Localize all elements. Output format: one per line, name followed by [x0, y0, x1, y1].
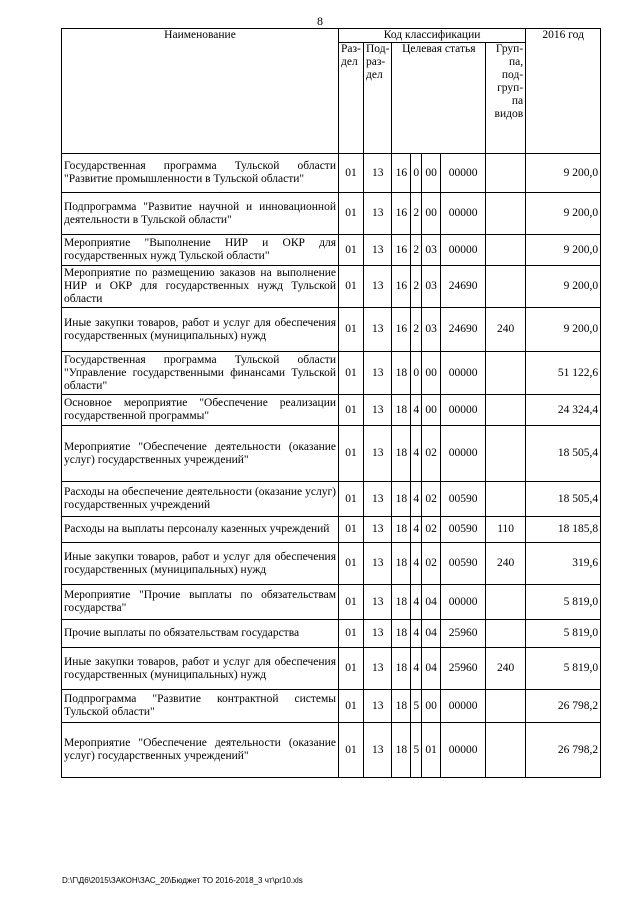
target-article-subprogram-cell: 4	[411, 648, 422, 690]
target-article-direction-cell: 00590	[441, 543, 486, 585]
expense-type-cell	[486, 395, 526, 426]
razdel-cell: 01	[339, 308, 364, 352]
target-article-direction-cell: 00000	[441, 690, 486, 723]
target-article-event-cell: 04	[422, 648, 441, 690]
target-article-subprogram-cell: 2	[411, 266, 422, 308]
amount-cell: 5 819,0	[526, 620, 601, 648]
expense-type-cell: 240	[486, 648, 526, 690]
target-article-event-cell: 00	[422, 193, 441, 235]
podrazdel-cell: 13	[364, 308, 392, 352]
podrazdel-cell: 13	[364, 620, 392, 648]
table-row	[62, 543, 601, 585]
target-article-subprogram-cell: 0	[411, 154, 422, 193]
target-article-subprogram-cell: 4	[411, 395, 422, 426]
target-article-event-cell: 00	[422, 395, 441, 426]
podrazdel-cell: 13	[364, 352, 392, 395]
row-name: Расходы на обеспечение деятельности (оказание услуг) государственных учреждений	[62, 482, 339, 517]
razdel-cell: 01	[339, 690, 364, 723]
expense-type-cell	[486, 620, 526, 648]
target-article-direction-cell: 00000	[441, 723, 486, 778]
target-article-direction-cell: 25960	[441, 620, 486, 648]
row-name: Государственная программа Тульской области "Управление государственными финансами Тульской области"	[62, 352, 339, 395]
target-article-program-cell: 18	[392, 620, 411, 648]
target-article-direction-cell: 00000	[441, 585, 486, 620]
header-razdel: Раз-дел	[339, 43, 364, 154]
podrazdel-cell: 13	[364, 585, 392, 620]
target-article-event-cell: 00	[422, 154, 441, 193]
amount-cell: 26 798,2	[526, 690, 601, 723]
expense-type-cell	[486, 482, 526, 517]
target-article-subprogram-cell: 0	[411, 352, 422, 395]
table-row	[62, 620, 601, 648]
amount-cell: 51 122,6	[526, 352, 601, 395]
podrazdel-cell: 13	[364, 517, 392, 543]
amount-cell: 9 200,0	[526, 266, 601, 308]
table-row	[62, 517, 601, 543]
row-name: Государственная программа Тульской области "Развитие промышленности в Тульской области"	[62, 154, 339, 193]
target-article-direction-cell: 00000	[441, 235, 486, 266]
target-article-subprogram-cell: 4	[411, 585, 422, 620]
table-row	[62, 426, 601, 482]
row-name: Иные закупки товаров, работ и услуг для обеспечения государственных (муниципальных) нужд	[62, 648, 339, 690]
amount-cell: 319,6	[526, 543, 601, 585]
expense-type-cell	[486, 266, 526, 308]
podrazdel-cell: 13	[364, 690, 392, 723]
table-row	[62, 154, 601, 193]
budget-table	[61, 28, 601, 778]
row-name: Иные закупки товаров, работ и услуг для обеспечения государственных (муниципальных) нужд	[62, 543, 339, 585]
target-article-subprogram-cell: 4	[411, 426, 422, 482]
target-article-subprogram-cell: 4	[411, 543, 422, 585]
razdel-cell: 01	[339, 266, 364, 308]
expense-type-cell: 110	[486, 517, 526, 543]
target-article-program-cell: 16	[392, 266, 411, 308]
row-name: Иные закупки товаров, работ и услуг для обеспечения государственных (муниципальных) нужд	[62, 308, 339, 352]
podrazdel-cell: 13	[364, 193, 392, 235]
podrazdel-cell: 13	[364, 648, 392, 690]
expense-type-cell	[486, 352, 526, 395]
row-name: Мероприятие "Выполнение НИР и ОКР для государственных нужд Тульской области"	[62, 235, 339, 266]
razdel-cell: 01	[339, 723, 364, 778]
amount-cell: 18 505,4	[526, 482, 601, 517]
target-article-event-cell: 04	[422, 585, 441, 620]
amount-cell: 18 185,8	[526, 517, 601, 543]
target-article-event-cell: 02	[422, 517, 441, 543]
razdel-cell: 01	[339, 395, 364, 426]
header-group: Груп-па, под-груп-па видов	[486, 43, 526, 154]
expense-type-cell: 240	[486, 308, 526, 352]
podrazdel-cell: 13	[364, 723, 392, 778]
expense-type-cell	[486, 585, 526, 620]
table-row	[62, 482, 601, 517]
target-article-program-cell: 16	[392, 154, 411, 193]
page-number: 8	[317, 14, 323, 28]
row-name: Мероприятие "Обеспечение деятельности (оказание услуг) государственных учреждений"	[62, 723, 339, 778]
expense-type-cell	[486, 154, 526, 193]
razdel-cell: 01	[339, 482, 364, 517]
row-name: Мероприятие по размещению заказов на выполнение НИР и ОКР для государственных нужд Тульской области	[62, 266, 339, 308]
row-name: Расходы на выплаты персоналу казенных учреждений	[62, 517, 339, 543]
expense-type-cell	[486, 690, 526, 723]
target-article-program-cell: 18	[392, 723, 411, 778]
table-row	[62, 585, 601, 620]
expense-type-cell	[486, 426, 526, 482]
target-article-direction-cell: 00000	[441, 352, 486, 395]
razdel-cell: 01	[339, 648, 364, 690]
amount-cell: 18 505,4	[526, 426, 601, 482]
target-article-program-cell: 18	[392, 690, 411, 723]
header-name: Наименование	[62, 29, 339, 154]
row-name: Основное мероприятие "Обеспечение реализации государственной программы"	[62, 395, 339, 426]
amount-cell: 5 819,0	[526, 648, 601, 690]
podrazdel-cell: 13	[364, 482, 392, 517]
target-article-subprogram-cell: 5	[411, 723, 422, 778]
table-body	[62, 154, 601, 778]
table-row	[62, 308, 601, 352]
target-article-program-cell: 18	[392, 543, 411, 585]
expense-type-cell	[486, 723, 526, 778]
row-name: Подпрограмма "Развитие контрактной системы Тульской области"	[62, 690, 339, 723]
podrazdel-cell: 13	[364, 543, 392, 585]
amount-cell: 9 200,0	[526, 154, 601, 193]
target-article-event-cell: 03	[422, 266, 441, 308]
table-row	[62, 690, 601, 723]
table-row	[62, 395, 601, 426]
target-article-direction-cell: 00000	[441, 154, 486, 193]
row-name: Подпрограмма "Развитие научной и инновационной деятельности в Тульской области"	[62, 193, 339, 235]
razdel-cell: 01	[339, 235, 364, 266]
podrazdel-cell: 13	[364, 235, 392, 266]
target-article-subprogram-cell: 4	[411, 517, 422, 543]
razdel-cell: 01	[339, 426, 364, 482]
amount-cell: 9 200,0	[526, 193, 601, 235]
target-article-direction-cell: 00000	[441, 193, 486, 235]
razdel-cell: 01	[339, 352, 364, 395]
table-row	[62, 235, 601, 266]
target-article-event-cell: 00	[422, 690, 441, 723]
razdel-cell: 01	[339, 193, 364, 235]
amount-cell: 26 798,2	[526, 723, 601, 778]
table-row	[62, 352, 601, 395]
razdel-cell: 01	[339, 620, 364, 648]
target-article-subprogram-cell: 4	[411, 620, 422, 648]
target-article-direction-cell: 00590	[441, 482, 486, 517]
expense-type-cell: 240	[486, 543, 526, 585]
target-article-event-cell: 04	[422, 620, 441, 648]
podrazdel-cell: 13	[364, 154, 392, 193]
amount-cell: 24 324,4	[526, 395, 601, 426]
razdel-cell: 01	[339, 543, 364, 585]
amount-cell: 9 200,0	[526, 308, 601, 352]
razdel-cell: 01	[339, 517, 364, 543]
target-article-event-cell: 02	[422, 426, 441, 482]
target-article-direction-cell: 00000	[441, 395, 486, 426]
target-article-event-cell: 03	[422, 308, 441, 352]
expense-type-cell	[486, 235, 526, 266]
target-article-subprogram-cell: 2	[411, 193, 422, 235]
target-article-event-cell: 03	[422, 235, 441, 266]
target-article-event-cell: 01	[422, 723, 441, 778]
podrazdel-cell: 13	[364, 395, 392, 426]
target-article-event-cell: 02	[422, 482, 441, 517]
target-article-subprogram-cell: 4	[411, 482, 422, 517]
target-article-program-cell: 18	[392, 482, 411, 517]
target-article-program-cell: 18	[392, 517, 411, 543]
header-podrazdel: Под-раз-дел	[364, 43, 392, 154]
target-article-direction-cell: 00590	[441, 517, 486, 543]
razdel-cell: 01	[339, 154, 364, 193]
podrazdel-cell: 13	[364, 426, 392, 482]
header-code-classification: Код классификации	[339, 29, 526, 43]
header-year: 2016 год	[526, 29, 601, 154]
file-path-footer: D:\Г\Д6\2015\ЗАКОН\ЗАС_20\Бюджет ТО 2016-2018_3 чт\pr10.xls	[62, 876, 303, 885]
target-article-program-cell: 18	[392, 426, 411, 482]
target-article-program-cell: 16	[392, 308, 411, 352]
target-article-direction-cell: 24690	[441, 308, 486, 352]
target-article-event-cell: 02	[422, 543, 441, 585]
target-article-direction-cell: 00000	[441, 426, 486, 482]
target-article-program-cell: 16	[392, 193, 411, 235]
razdel-cell: 01	[339, 585, 364, 620]
table-row	[62, 266, 601, 308]
target-article-program-cell: 18	[392, 352, 411, 395]
row-name: Мероприятие "Обеспечение деятельности (оказание услуг) государственных учреждений"	[62, 426, 339, 482]
row-name: Мероприятие "Прочие выплаты по обязательствам государства"	[62, 585, 339, 620]
target-article-event-cell: 00	[422, 352, 441, 395]
target-article-direction-cell: 24690	[441, 266, 486, 308]
amount-cell: 5 819,0	[526, 585, 601, 620]
target-article-direction-cell: 25960	[441, 648, 486, 690]
expense-type-cell	[486, 193, 526, 235]
table-row	[62, 193, 601, 235]
target-article-program-cell: 18	[392, 395, 411, 426]
header-target-article: Целевая статья	[392, 43, 486, 154]
target-article-program-cell: 18	[392, 648, 411, 690]
target-article-program-cell: 18	[392, 585, 411, 620]
podrazdel-cell: 13	[364, 266, 392, 308]
target-article-subprogram-cell: 5	[411, 690, 422, 723]
table-row	[62, 648, 601, 690]
target-article-program-cell: 16	[392, 235, 411, 266]
target-article-subprogram-cell: 2	[411, 308, 422, 352]
amount-cell: 9 200,0	[526, 235, 601, 266]
target-article-subprogram-cell: 2	[411, 235, 422, 266]
table-row	[62, 723, 601, 778]
row-name: Прочие выплаты по обязательствам государства	[62, 620, 339, 648]
